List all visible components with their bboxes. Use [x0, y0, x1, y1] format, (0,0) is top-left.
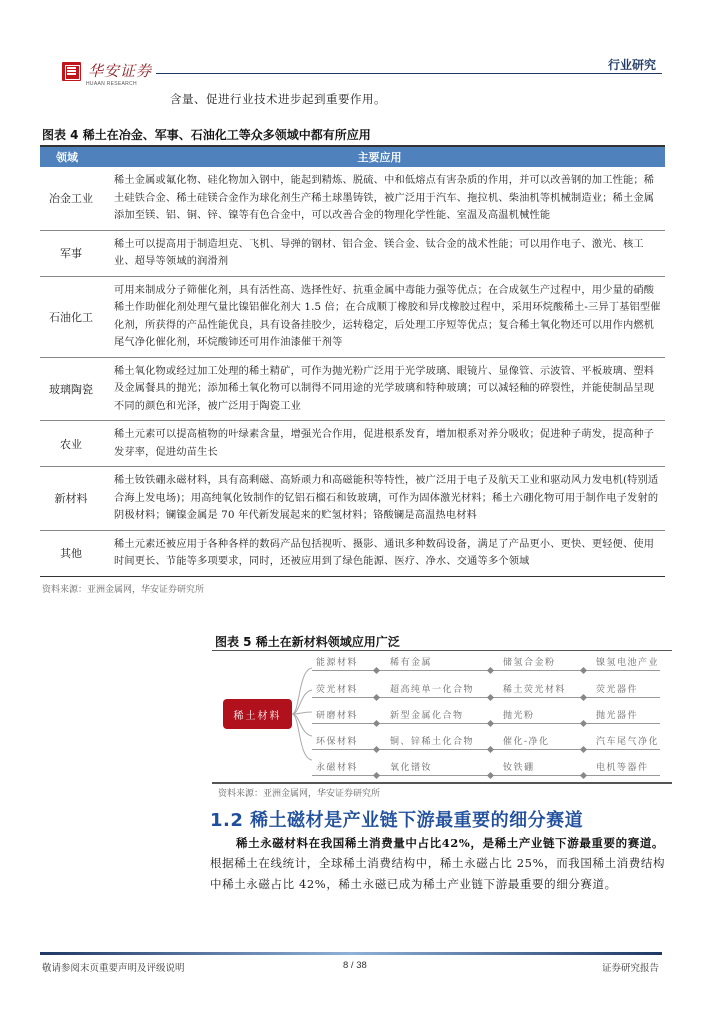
column-header-application: 主要应用 — [357, 151, 402, 164]
field-cell: 军事 — [60, 247, 82, 260]
center-node-rare-earth-materials: 稀土材料 — [223, 699, 292, 729]
figure4-table — [40, 145, 665, 577]
application-cell: 稀土钕铁硼永磁材料，具有高剩磁、高矫顽力和高磁能积等特性，被广泛用于电子及航天工业和驱动风力发电机(特别适合海上发电场)；用高纯氧化钕制作的钇铝石榴石和钕玻璃，可作为固体激光材料；稀土六硼化物可用于制作电子发射的阴极材料；镧镍金属是 70 年代新发展起来的贮氢材料；铬酸镧是高温热电材料 — [114, 475, 659, 521]
branch-product: 抛光粉 — [503, 711, 535, 721]
branch-material: 新型金属化合物 — [390, 711, 464, 721]
branch-industry: 荧光器件 — [596, 685, 639, 695]
branch-category: 永磁材料 — [316, 763, 359, 773]
application-cell: 稀土元素可以提高植物的叶绿素含量，增强光合作用，促进根系发育，增加根系对养分吸收；促进种子萌发，提高种子发芽率，促进幼苗生长 — [114, 429, 655, 458]
table-row — [40, 531, 665, 577]
application-cell: 稀土氧化物或经过加工处理的稀土精矿，可作为抛光粉广泛用于光学玻璃、眼镜片、显像管、示波管、平板玻璃、塑料及金属餐具的抛光；添加稀土氧化物可以制得不同用途的光学玻璃和特种玻璃；可以减轻釉的碎裂性，并能使制品呈现不同的颜色和光泽，被广泛用于陶瓷工业 — [114, 365, 655, 412]
branch-industry: 镍氢电池产业 — [596, 658, 660, 668]
intro-text: 含量、促进行业技术进步起到重要作用。 — [170, 92, 386, 106]
table-row — [40, 358, 665, 422]
brand-name: 华安证券 — [88, 62, 153, 80]
footer-report-type: 证券研究报告 — [601, 963, 659, 974]
branch-material: 铜、锌稀土化合物 — [390, 737, 475, 747]
application-cell: 稀土元素还被应用于各种各样的数码产品包括视听、摄影、通讯多种数码设备，满足了产品更小、更快、更轻便、使用时间更长、节能等多项要求，同时，还被应用到了绿色能源、医疗、净水、交通等多个领域 — [114, 538, 655, 567]
column-header-field: 领域 — [56, 151, 78, 164]
figure5-source: 资料来源：亚洲金属网，华安证券研究所 — [218, 789, 381, 799]
branch-industry: 电机等器件 — [596, 763, 649, 773]
branch-product: 催化-净化 — [503, 737, 550, 747]
section-label: 行业研究 — [607, 58, 656, 72]
branch-industry: 汽车尾气净化 — [596, 737, 660, 747]
footer-disclaimer: 敬请参阅末页重要声明及评级说明 — [42, 963, 185, 974]
arrow-dot-icon — [487, 772, 494, 779]
table-row — [40, 467, 665, 531]
application-cell: 稀土可以提高用于制造坦克、飞机、导弹的钢材、铝合金、镁合金、钛合金的战术性能；可以用作电子、激光、核工业、超导等领域的润滑剂 — [114, 238, 644, 267]
table-row — [40, 421, 665, 467]
arrow-dot-icon — [580, 694, 587, 701]
page-number: 8 / 38 — [343, 960, 367, 971]
section-body: 根据稀土在线统计，全球稀土消费结构中，稀土永磁占比 25%，而我国稀土消费结构中稀土永磁占比 42%，稀土永磁已成为稀土产业链下游最重要的细分赛道。 — [210, 856, 666, 891]
branch-category: 环保材料 — [316, 737, 359, 747]
branch-product: 稀土荧光材料 — [503, 685, 567, 695]
arrow-dot-icon — [580, 772, 587, 779]
field-cell: 其他 — [60, 547, 82, 560]
field-cell: 石油化工 — [49, 310, 93, 324]
table-row — [40, 167, 665, 231]
field-cell: 农业 — [60, 437, 82, 451]
arrow-dot-icon — [487, 694, 494, 701]
page-header — [0, 0, 724, 90]
branch-product: 储氢合金粉 — [503, 658, 556, 668]
branch-material: 稀有金属 — [390, 658, 433, 668]
table-row — [40, 231, 665, 277]
figure4-title: 图表 4 稀土在冶金、军事、石油化工等众多领域中都有所应用 — [42, 128, 371, 142]
arrow-dot-icon — [487, 720, 494, 727]
section-lead: 稀土永磁材料在我国稀土消费量中占比42%，是稀土产业链下游最重要的赛道。 — [236, 836, 665, 850]
arrow-dot-icon — [373, 694, 380, 701]
arrow-dot-icon — [580, 667, 587, 674]
table-header-row — [40, 147, 665, 167]
branch-category: 荧光材料 — [316, 685, 359, 695]
table-row — [40, 277, 665, 358]
branch-category: 研磨材料 — [316, 711, 359, 721]
footer-rule — [40, 952, 662, 955]
arrow-dot-icon — [580, 720, 587, 727]
brand-name-en: HUAAN RESEARCH — [86, 81, 137, 87]
figure4-source: 资料来源：亚洲金属网，华安证券研究所 — [42, 585, 205, 595]
section-heading: 1.2 稀土磁材是产业链下游最重要的细分赛道 — [210, 810, 584, 831]
figure5-top-rule — [212, 650, 672, 651]
header-rule — [156, 73, 662, 74]
branch-material: 超高纯单一化合物 — [390, 685, 475, 695]
application-cell: 可用来制成分子筛催化剂，具有活性高、选择性好、抗重金属中毒能力强等优点；在合成氨生产过程中，用少量的硝酸稀土作助催化剂处理气量比镍铝催化剂大 1.5 倍；在合成顺丁橡胶和异戊橡胶过程中，采用环烷酸稀土-三异丁基铝型催化剂，所获得的产品性能优良，具有设备挂胶少，运转稳定，后处理工序短等优点；复合稀土氧化物还可以用作内燃机尾气净化催化剂，环烷酸铈还可用作油漆催干剂等 — [114, 284, 661, 348]
branch-category: 能源材料 — [316, 658, 359, 668]
brand-logo-icon — [62, 62, 81, 81]
arrow-dot-icon — [487, 667, 494, 674]
arrow-dot-icon — [373, 746, 380, 753]
arrow-dot-icon — [487, 746, 494, 753]
arrow-dot-icon — [580, 746, 587, 753]
arrow-dot-icon — [373, 667, 380, 674]
figure5-bottom-rule — [212, 782, 672, 784]
arrow-dot-icon — [373, 772, 380, 779]
branch-material: 氧化镨钕 — [390, 763, 433, 773]
field-cell: 新材料 — [54, 492, 88, 506]
field-cell: 冶金工业 — [49, 192, 93, 206]
arrow-dot-icon — [373, 720, 380, 727]
branch-product: 钕铁硼 — [503, 763, 535, 773]
application-cell: 稀土金属或氟化物、硅化物加入钢中，能起到精炼、脱硫、中和低熔点有害杂质的作用，并可以改善钢的加工性能；稀土硅铁合金、稀土硅镁合金作为球化剂生产稀土球墨铸铁，被广泛用于汽车、拖拉机、柴油机等机械制造业；稀土金属添加至镁、铝、铜、锌、镍等有色合金中，可以改善合金的物理化学性能、室温及高温机械性能 — [114, 175, 655, 221]
branch-industry: 抛光器件 — [596, 711, 639, 721]
field-cell: 玻璃陶瓷 — [49, 382, 93, 396]
figure5-title: 图表 5 稀土在新材料领域应用广泛 — [215, 635, 400, 649]
